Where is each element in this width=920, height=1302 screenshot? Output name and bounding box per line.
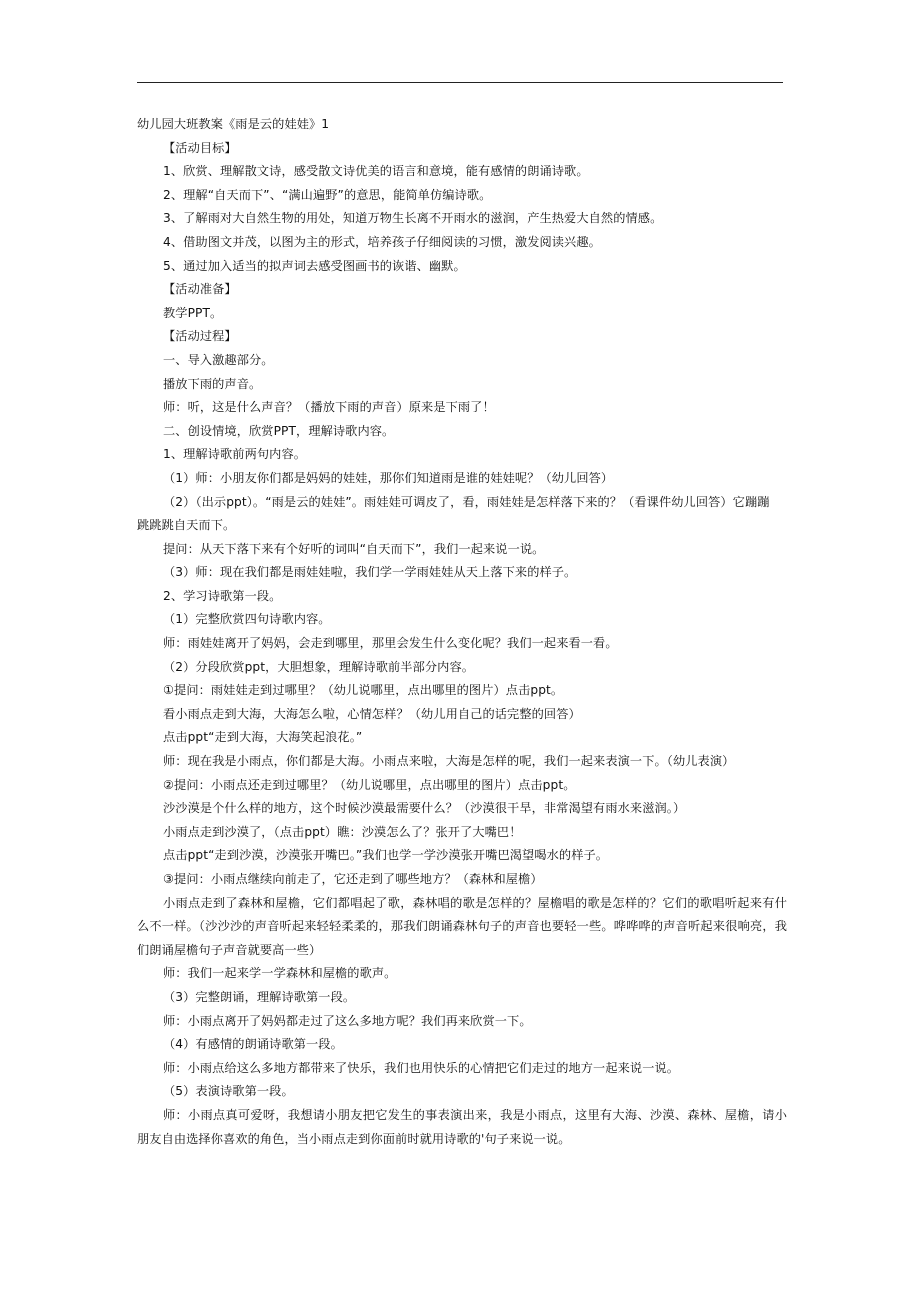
text-line: 一、导入激趣部分。 <box>163 352 274 367</box>
text-line: ③提问：小雨点继续向前走了，它还走到了哪些地方？（森林和屋檐） <box>163 872 543 886</box>
text-line: 【活动目标】 <box>163 140 237 155</box>
text-line: 2、理解“自天而下”、“满山遍野”的意思，能简单仿编诗歌。 <box>163 187 492 202</box>
text-line: 2、学习诗歌第一段。 <box>163 588 282 603</box>
text-line: 播放下雨的声音。 <box>163 376 262 391</box>
text-line: 5、通过加入适当的拟声词去感受图画书的诙谐、幽默。 <box>163 258 466 273</box>
text-line: 幼儿园大班教案《雨是云的娃娃》1 <box>137 117 330 131</box>
text-line: （4）有感情的朗诵诗歌第一段。 <box>163 1037 343 1052</box>
text-line: 沙沙漠是个什么样的地方，这个时候沙漠最需要什么？（沙漠很干旱，非常渴望有雨水来滋润。） <box>163 801 686 816</box>
text-line: 3、了解雨对大自然生物的用处，知道万物生长离不开雨水的滋润，产生热爱大自然的情感。 <box>163 211 663 226</box>
paragraph-forest-eaves: 小雨点走到了森林和屋檐，它们都唱起了歌，森林唱的歌是怎样的？屋檐唱的歌是怎样的？它们的歌唱听起来有什么不一样。（沙沙沙的声音听起来轻轻柔柔的，那我们朗诵森林句子的声音也要轻一些。哗哗哗的声音听起来很响亮，我们朗诵屋檐句子声音就要高一些） <box>137 895 787 957</box>
header-rule <box>137 82 783 83</box>
lines-block-bottom <box>137 962 787 1104</box>
text-line: 看小雨点走到大海，大海怎么啦，心情怎样？（幼儿用自己的话完整的回答） <box>163 706 581 721</box>
text-line: 【活动过程】 <box>163 329 237 344</box>
text-line: 小雨点走到沙漠了，（点击ppt）瞧：沙漠怎么了？张开了大嘴巴！ <box>163 824 522 839</box>
document-body <box>137 113 787 1151</box>
text-line: （1）师：小朋友你们都是妈妈的娃娃，那你们知道雨是谁的娃娃呢？（幼儿回答） <box>163 470 614 485</box>
text-line: 师：现在我是小雨点，你们都是大海。小雨点来啦，大海是怎样的呢，我们一起来表演一下。（幼儿表演） <box>163 754 735 769</box>
text-line: 点击ppt“走到大海，大海笑起浪花。” <box>163 730 363 745</box>
text-line: （5）表演诗歌第一段。 <box>163 1084 294 1099</box>
text-line: 教学PPT。 <box>163 305 223 320</box>
text-line: 师：小雨点给这么多地方都带来了快乐，我们也用快乐的心情把它们走过的地方一起来说一说。 <box>163 1060 680 1075</box>
text-line: （3）完整朗诵，理解诗歌第一段。 <box>163 989 356 1004</box>
text-line: （2）（出示ppt）。“雨是云的娃娃”。雨娃娃可调皮了，看，雨娃娃是怎样落下来的？（看课件幼儿回答）它蹦蹦 <box>163 494 770 509</box>
text-line: 跳跳跳自天而下。 <box>137 518 236 533</box>
lines-block-top <box>137 113 787 892</box>
text-line: 师：雨娃娃离开了妈妈，会走到哪里，那里会发生什么变化呢？我们一起来看一看。 <box>163 636 618 651</box>
text-line: 点击ppt“走到沙漠，沙漠张开嘴巴。”我们也学一学沙漠张开嘴巴渴望喝水的样子。 <box>163 848 609 863</box>
text-line: ①提问：雨娃娃走到过哪里？（幼儿说哪里，点出哪里的图片）点击ppt。 <box>163 683 564 698</box>
text-line: 1、欣赏、理解散文诗，感受散文诗优美的语言和意境，能有感情的朗诵诗歌。 <box>163 164 589 179</box>
text-line: （2）分段欣赏ppt，大胆想象，理解诗歌前半部分内容。 <box>163 659 475 674</box>
text-line: 师：小雨点离开了妈妈都走过了这么多地方呢？我们再来欣赏一下。 <box>163 1013 532 1028</box>
text-line: ②提问：小雨点还走到过哪里？（幼儿说哪里，点出哪里的图片）点击ppt。 <box>163 777 576 792</box>
text-line: 【活动准备】 <box>163 282 237 297</box>
text-line: （1）完整欣赏四句诗歌内容。 <box>163 612 331 627</box>
text-line: 1、理解诗歌前两句内容。 <box>163 447 307 462</box>
paragraph-role-play: 师：小雨点真可爱呀，我想请小朋友把它发生的事表演出来，我是小雨点，这里有大海、沙漠、森林、屋檐，请小朋友自由选择你喜欢的角色，当小雨点走到你面前时就用诗歌的'句子来说一说。 <box>137 1107 787 1146</box>
text-line: 4、借助图文并茂，以图为主的形式，培养孩子仔细阅读的习惯，激发阅读兴趣。 <box>163 234 601 249</box>
text-line: 提问：从天下落下来有个好听的词叫“自天而下”，我们一起来说一说。 <box>163 541 545 556</box>
text-line: （3）师：现在我们都是雨娃娃啦，我们学一学雨娃娃从天上落下来的样子。 <box>163 565 577 580</box>
text-line: 师：听，这是什么声音？（播放下雨的声音）原来是下雨了！ <box>163 400 495 415</box>
text-line: 二、创设情境，欣赏PPT，理解诗歌内容。 <box>163 423 395 438</box>
text-line: 师：我们一起来学一学森林和屋檐的歌声。 <box>163 966 397 981</box>
